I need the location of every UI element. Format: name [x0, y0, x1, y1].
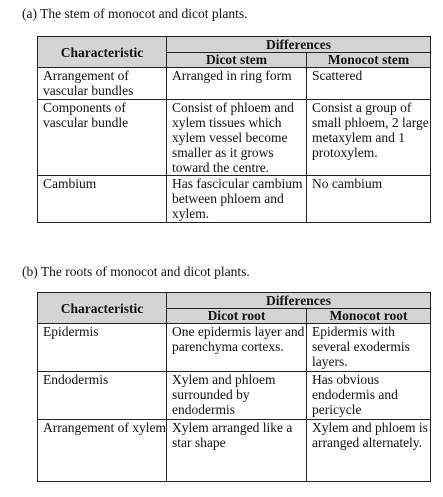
cell-monocot: Consist a group of small phloem, 2 large metaxylem and 1 protoxylem. — [307, 100, 431, 176]
table-row — [38, 372, 431, 420]
header-differences: Differences — [167, 37, 431, 53]
cell-characteristic: Components of vascular bundle — [38, 100, 167, 176]
header-dicot-root: Dicot root — [167, 309, 307, 324]
table-row — [38, 324, 431, 372]
header-characteristic: Characteristic — [38, 37, 167, 68]
cell-dicot: Arranged in ring form — [167, 68, 307, 100]
cell-dicot: Xylem and phloem surrounded by endodermis — [167, 372, 307, 420]
cell-monocot: Scattered — [307, 68, 431, 100]
cell-dicot: Xylem arranged like a star shape — [167, 420, 307, 482]
cell-monocot: Xylem and phloem is arranged alternately. — [307, 420, 431, 482]
cell-characteristic: Epidermis — [38, 324, 167, 372]
root-comparison-table — [37, 292, 431, 482]
stem-comparison-table — [37, 36, 431, 223]
table-row — [38, 176, 431, 223]
table-row — [38, 420, 431, 482]
section-a-title: (a) The stem of monocot and dicot plants. — [22, 6, 248, 21]
cell-dicot: Consist of phloem and xylem tissues which xylem vessel become smaller as it grows toward the centre. — [167, 100, 307, 176]
cell-characteristic: Arrangement of xylem — [38, 420, 167, 482]
header-characteristic: Characteristic — [38, 293, 167, 324]
cell-characteristic: Arrangement of vascular bundles — [38, 68, 167, 100]
header-monocot-stem: Monocot stem — [307, 53, 431, 68]
cell-characteristic: Cambium — [38, 176, 167, 223]
header-monocot-root: Monocot root — [307, 309, 431, 324]
cell-dicot: One epidermis layer and parenchyma cortexs. — [167, 324, 307, 372]
cell-monocot: Epidermis with several exodermis layers. — [307, 324, 431, 372]
cell-characteristic: Endodermis — [38, 372, 167, 420]
cell-monocot: No cambium — [307, 176, 431, 223]
cell-dicot: Has fascicular cambium between phloem and xylem. — [167, 176, 307, 223]
header-differences: Differences — [167, 293, 431, 309]
cell-monocot: Has obvious endodermis and pericycle — [307, 372, 431, 420]
table-row — [38, 68, 431, 100]
table-row — [38, 100, 431, 176]
section-b-title: (b) The roots of monocot and dicot plants. — [22, 264, 250, 279]
header-dicot-stem: Dicot stem — [167, 53, 307, 68]
